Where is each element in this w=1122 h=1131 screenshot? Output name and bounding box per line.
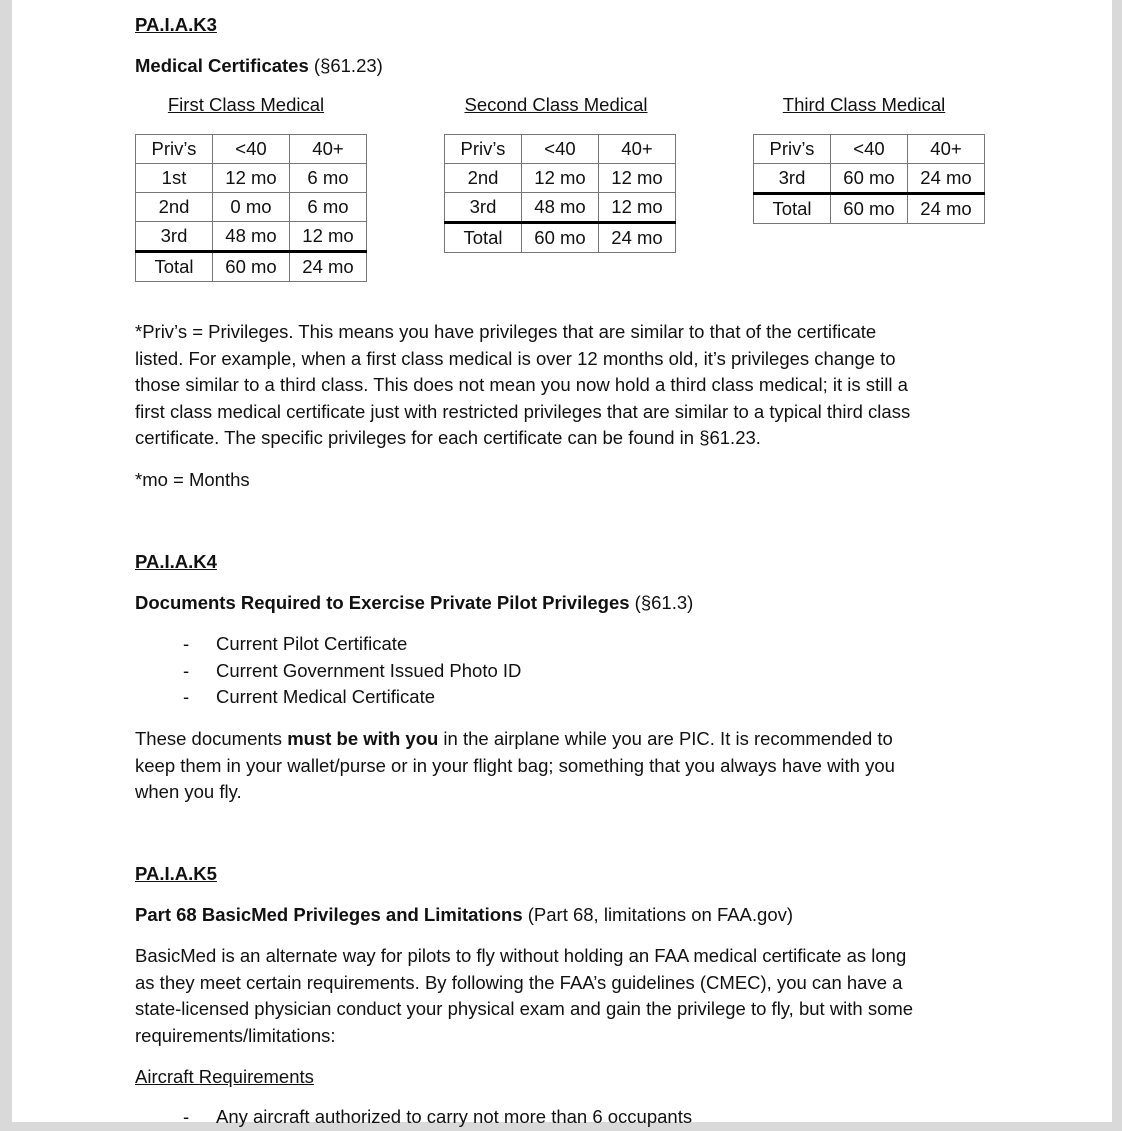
table-cell: 40+ — [599, 135, 676, 164]
total-row — [445, 223, 676, 253]
table-caption-first: First Class Medical — [167, 94, 325, 115]
emphasis: must be with you — [287, 728, 439, 749]
table-cell: Priv’s — [445, 135, 522, 164]
table-cell: 24 mo — [908, 194, 985, 224]
item-text: Current Medical Certificate — [216, 686, 435, 707]
note-line: *Priv’s = Privileges. This means you have privileges that are similar to that of the certificate — [135, 321, 877, 342]
table-cell: 24 mo — [908, 164, 985, 194]
table-row — [136, 222, 367, 252]
table-cell: Total — [136, 252, 213, 282]
table-cell: 2nd — [445, 164, 522, 193]
section-title-k3 — [135, 53, 383, 80]
text: in the airplane while you are PIC. It is recommended to — [438, 728, 893, 749]
table-cell: 12 mo — [290, 222, 367, 252]
table-cell: 60 mo — [831, 194, 908, 224]
table-caption-second: Second Class Medical — [464, 94, 648, 115]
table-cell: 6 mo — [290, 193, 367, 222]
table-cell: 48 mo — [213, 222, 290, 252]
table-cell: Priv’s — [754, 135, 831, 164]
list-item: - Current Pilot Certificate — [183, 633, 408, 654]
list-item: - Current Medical Certificate — [183, 686, 435, 707]
documents-list — [135, 631, 521, 711]
document-page — [12, 0, 1112, 1127]
first-class-table — [135, 134, 367, 282]
table-cell: 40+ — [290, 135, 367, 164]
title-bold: Medical Certificates — [135, 55, 309, 76]
title-ref: (§61.3) — [629, 592, 694, 613]
title-ref: (§61.23) — [308, 55, 383, 76]
table-cell: Priv’s — [136, 135, 213, 164]
para-line: as they meet certain requirements. By following the FAA’s guidelines (CMEC), you can have a — [135, 971, 903, 993]
para-line: state-licensed physician conduct your physical exam and gain the privilege to fly, but with some — [135, 998, 914, 1019]
table-cell: 12 mo — [213, 164, 290, 193]
third-class-table — [753, 134, 985, 224]
table-cell: 12 mo — [599, 193, 676, 223]
table-cell: 40+ — [908, 135, 985, 164]
table-cell: 6 mo — [290, 164, 367, 193]
header-row — [136, 135, 367, 164]
table-cell: 3rd — [136, 222, 213, 252]
table-cell: 12 mo — [522, 164, 599, 193]
note-line: listed. For example, when a first class medical is over 12 months old, it’s privileges change to — [135, 347, 896, 369]
table-cell: 60 mo — [522, 223, 599, 253]
note-line: those similar to a third class. This does not mean you now hold a third class medical; it is still a — [135, 374, 908, 395]
section-title-k4 — [135, 590, 693, 617]
table-row — [445, 164, 676, 193]
table-cell: 24 mo — [599, 223, 676, 253]
table-cell: <40 — [213, 135, 290, 164]
table-row — [754, 164, 985, 194]
table-cell: 12 mo — [599, 164, 676, 193]
para-line: keep them in your wallet/purse or in your flight bag; something that you always have with you — [135, 754, 895, 776]
table-cell: Total — [754, 194, 831, 224]
documents-paragraph — [135, 726, 895, 806]
section-code-k4: PA.I.A.K4 — [135, 551, 217, 572]
header-row — [445, 135, 676, 164]
table-cell: 0 mo — [213, 193, 290, 222]
table-cell: 48 mo — [522, 193, 599, 223]
table-row — [136, 193, 367, 222]
note-line: first class medical certificate just with restricted privileges that are similar to a typical third class — [135, 400, 911, 422]
total-row — [754, 194, 985, 224]
aircraft-requirements-heading: Aircraft Requirements — [135, 1066, 314, 1087]
privileges-note — [135, 319, 910, 452]
table-cell: 3rd — [754, 164, 831, 194]
table-cell: 2nd — [136, 193, 213, 222]
table-cell: <40 — [522, 135, 599, 164]
title-ref: (Part 68, limitations on FAA.gov) — [522, 904, 794, 925]
para-line: requirements/limitations: — [135, 1024, 336, 1046]
aircraft-requirements-list — [135, 1104, 692, 1131]
item-text: Current Pilot Certificate — [216, 633, 408, 654]
table-cell: <40 — [831, 135, 908, 164]
list-item: - Any aircraft authorized to carry not more than 6 occupants — [183, 1106, 693, 1127]
table-row — [445, 193, 676, 223]
section-code-k3: PA.I.A.K3 — [135, 14, 217, 35]
total-row — [136, 252, 367, 282]
table-cell: Total — [445, 223, 522, 253]
table-cell: 3rd — [445, 193, 522, 223]
item-text: Current Government Issued Photo ID — [216, 659, 522, 681]
para-line: BasicMed is an alternate way for pilots to fly without holding an FAA medical certificate as long — [135, 945, 907, 966]
table-cell: 60 mo — [213, 252, 290, 282]
list-item: - Current Government Issued Photo ID — [183, 659, 522, 681]
section-title-k5 — [135, 902, 793, 929]
item-text: Any aircraft authorized to carry not more than 6 occupants — [216, 1106, 693, 1127]
title-bold: Documents Required to Exercise Private Pilot Privileges — [135, 592, 630, 613]
para-line: when you fly. — [135, 781, 242, 802]
title-bold: Part 68 BasicMed Privileges and Limitations — [135, 904, 523, 925]
table-cell: 60 mo — [831, 164, 908, 194]
section-code-k5: PA.I.A.K5 — [135, 863, 217, 884]
table-caption-third: Third Class Medical — [782, 94, 946, 115]
second-class-table — [444, 134, 676, 253]
table-cell: 24 mo — [290, 252, 367, 282]
header-row — [754, 135, 985, 164]
text: These documents — [135, 728, 288, 749]
note-line: certificate. The specific privileges for each certificate can be found in §61.23. — [135, 427, 761, 448]
months-note: *mo = Months — [135, 469, 250, 490]
table-cell: 1st — [136, 164, 213, 193]
basicmed-paragraph — [135, 943, 913, 1049]
table-row — [136, 164, 367, 193]
